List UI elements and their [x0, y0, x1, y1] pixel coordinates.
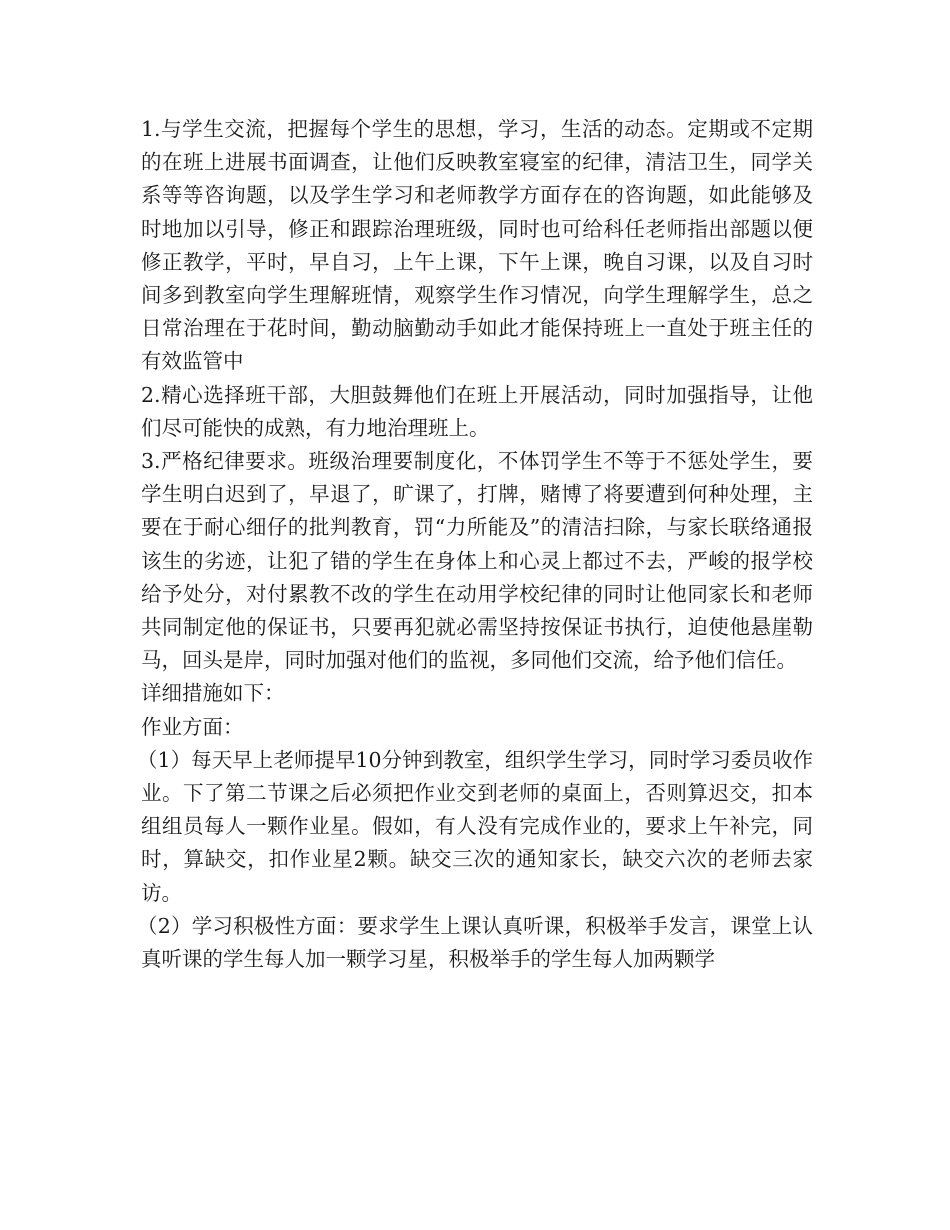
- paragraph-communication: 1.与学生交流，把握每个学生的思想，学习，生活的动态。定期或不定期的在班上进展书面调查，让他们反映教室寝室的纪律，清洁卫生，同学关系等等咨询题，以及学生学习和老师教学方面存在的咨询题，如此能够及时地加以引导，修正和跟踪治理班级，同时也可给科任老师指出部题以便修正教学，平时，早自习，上午上课，下午上课，晚自习课，以及自习时间多到教室向学生理解班情，观察学生作习情况，向学生理解学生，总之日常治理在于花时间，勤动脑勤动手如此才能保持班上一直处于班主任的有效监管中: [141, 117, 813, 374]
- paragraph-learning-enthusiasm: （2）学习积极性方面：要求学生上课认真听课，积极举手发言，课堂上认真听课的学生每人加一颗学习星，积极举手的学生每人加两颗学: [137, 913, 813, 972]
- paragraph-homework-heading: 作业方面：: [141, 714, 244, 739]
- document-body: [137, 113, 813, 976]
- paragraph-discipline: 3.严格纪律要求。班级治理要制度化，不体罚学生不等于不惩处学生，要学生明白迟到了，早退了，旷课了，打牌，赌博了将要遭到何种处理，主要在于耐心细仔的批判教育，罚“力所能及”的清洁扫除，与家长联络通报该生的劣迹，让犯了错的学生在身体上和心灵上都过不去，严峻的报学校给予处分，对付累教不改的学生在动用学校纪律的同时让他同家长和老师共同制定他的保证书，只要再犯就必需坚持按保证书执行，迫使他悬崖勒马，回头是岸，同时加强对他们的监视，多同他们交流，给予他们信任。: [141, 449, 813, 673]
- paragraph-homework-rule-1: （1）每天早上老师提早10分钟到教室，组织学生学习，同时学习委员收作业。下了第二节课之后必须把作业交到老师的桌面上，否则算迟交，扣本组组员每人一颗作业星。假如，有人没有完成作业的，要求上午补完，同时，算缺交，扣作业星2颗。缺交三次的通知家长，缺交六次的老师去家访。: [137, 747, 813, 905]
- paragraph-class-cadres: 2.精心选择班干部，大胆鼓舞他们在班上开展活动，同时加强指导，让他们尽可能快的成熟，有力地治理班上。: [141, 382, 813, 440]
- paragraph-measures-heading: 详细措施如下：: [141, 681, 285, 706]
